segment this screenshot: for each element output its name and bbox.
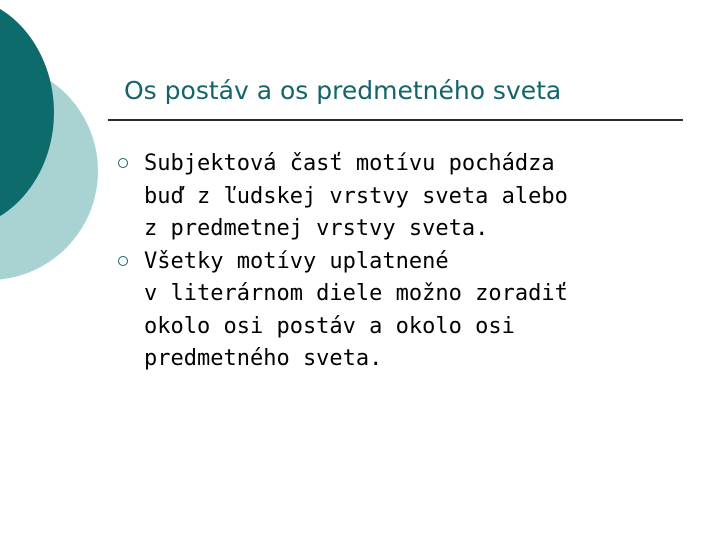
hollow-circle-bullet-icon (118, 158, 128, 168)
bullet-item (118, 148, 658, 246)
hollow-circle-bullet-icon (118, 256, 128, 266)
bullet-list (118, 148, 658, 376)
slide-title: Os postáv a os predmetného sveta (124, 76, 562, 105)
bullet-text-line: buď z ľudskej vrstvy sveta alebo (144, 183, 568, 209)
bullet-text-line: predmetného sveta. (144, 346, 383, 371)
bullet-text-line: Všetky motívy uplatnené (144, 248, 449, 274)
title-divider (108, 119, 683, 121)
bullet-item (118, 246, 658, 376)
bullet-text-line: v literárnom diele možno zoradiť (144, 281, 568, 306)
bullet-text-line: okolo osi postáv a okolo osi (144, 313, 515, 339)
bullet-text-line: z predmetnej vrstvy sveta. (144, 216, 489, 241)
bullet-text-line: Subjektová časť motívu pochádza (144, 151, 555, 176)
